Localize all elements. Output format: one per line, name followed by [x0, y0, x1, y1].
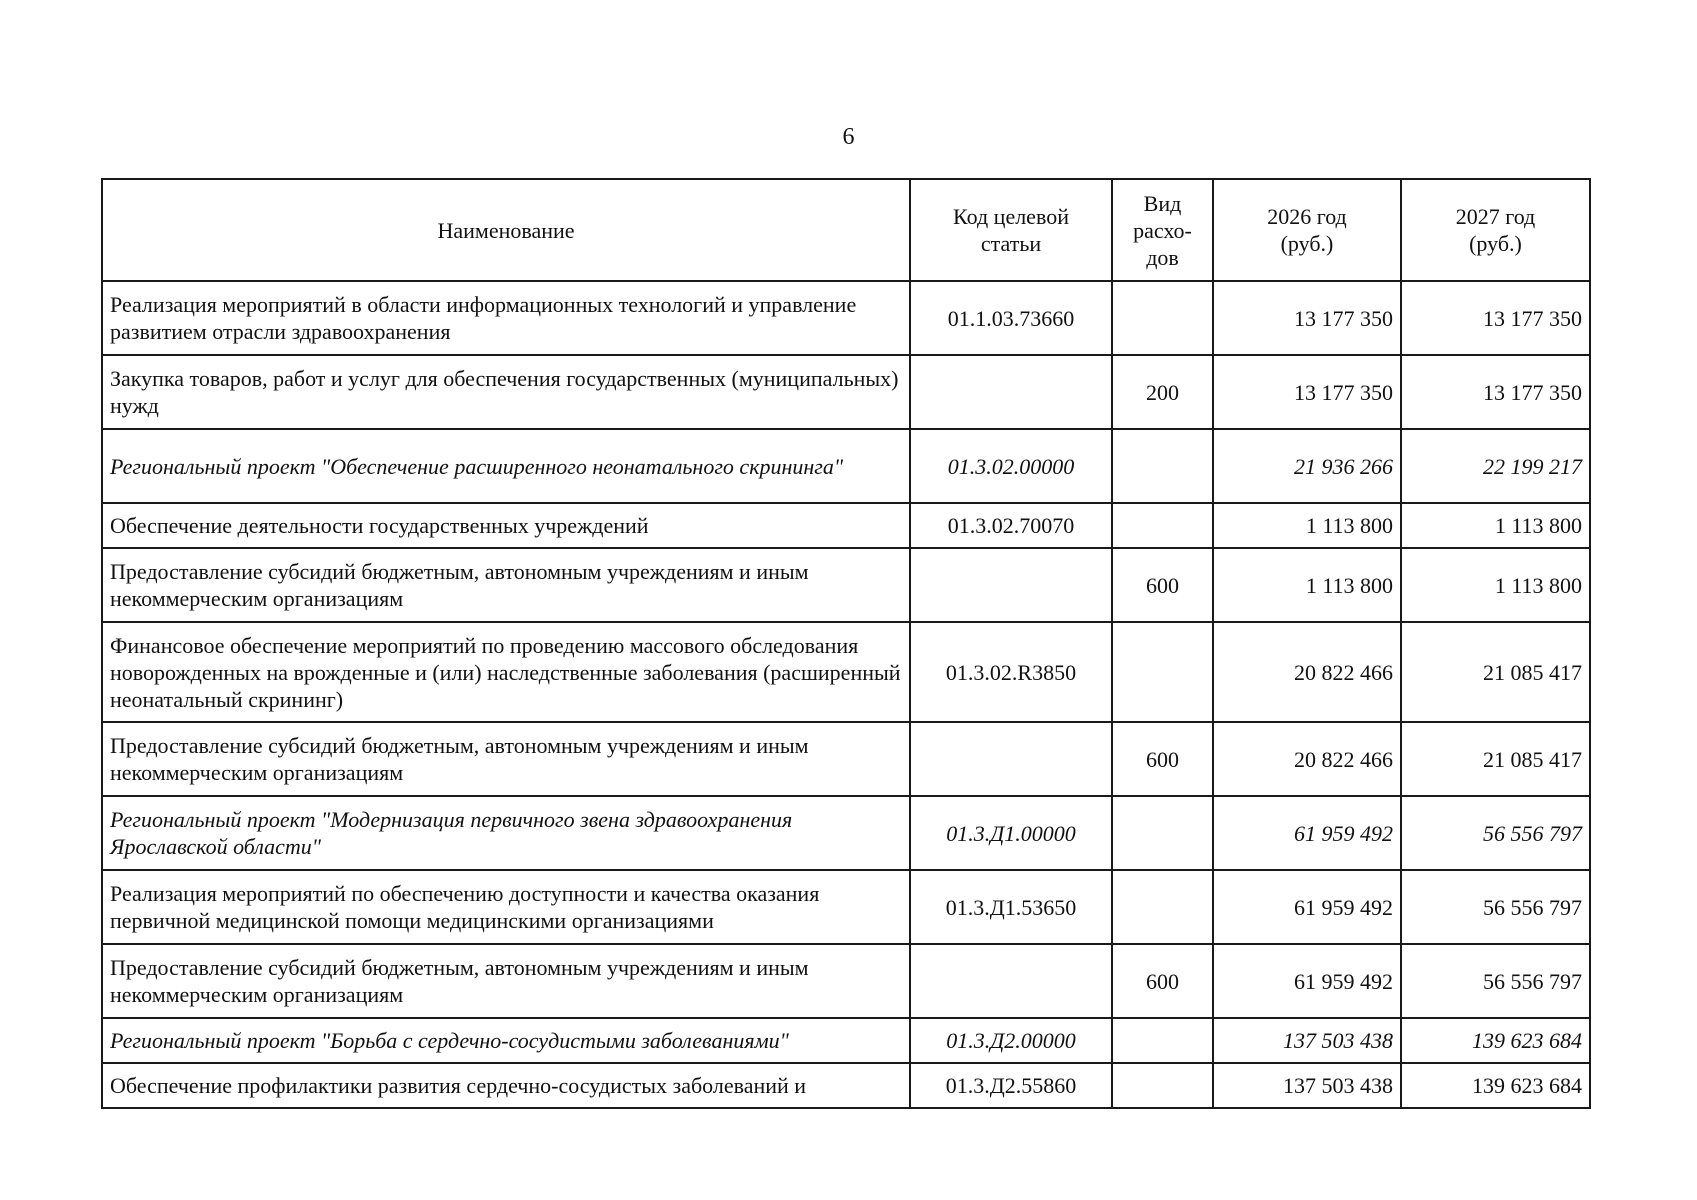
row-2027: 21 085 417 [1401, 722, 1590, 796]
row-2027: 56 556 797 [1401, 944, 1590, 1018]
row-type: 200 [1112, 355, 1213, 429]
row-code: 01.3.Д1.00000 [910, 796, 1112, 870]
table-row [102, 622, 1590, 722]
row-type: 600 [1112, 944, 1213, 1018]
row-type [1112, 870, 1213, 944]
row-2027: 56 556 797 [1401, 796, 1590, 870]
row-code: 01.3.Д2.55860 [910, 1063, 1112, 1108]
row-name: Финансовое обеспечение мероприятий по проведению массового обследования новорожденных на врожденные и (или) наследственные заболевания (расширенный неонатальный скрининг) [102, 622, 910, 722]
row-2026: 13 177 350 [1213, 355, 1401, 429]
table-row [102, 870, 1590, 944]
row-type [1112, 622, 1213, 722]
row-2026: 137 503 438 [1213, 1063, 1401, 1108]
row-code [910, 722, 1112, 796]
row-2026: 13 177 350 [1213, 281, 1401, 355]
header-2027: 2027 год (руб.) [1401, 179, 1590, 281]
row-2027: 13 177 350 [1401, 281, 1590, 355]
row-2026: 61 959 492 [1213, 944, 1401, 1018]
table-row [102, 355, 1590, 429]
table-row [102, 944, 1590, 1018]
row-name: Обеспечение деятельности государственных учреждений [102, 503, 910, 548]
row-2027: 1 113 800 [1401, 503, 1590, 548]
row-name: Реализация мероприятий по обеспечению доступности и качества оказания первичной медицинской помощи медицинскими организациями [102, 870, 910, 944]
table-row-project [102, 429, 1590, 503]
row-code: 01.3.Д2.00000 [910, 1018, 1112, 1063]
row-code [910, 548, 1112, 622]
header-type: Вид расхо- дов [1112, 179, 1213, 281]
row-name: Региональный проект "Модернизация первичного звена здравоохранения Ярославской области" [102, 796, 910, 870]
row-2027: 21 085 417 [1401, 622, 1590, 722]
row-name: Региональный проект "Обеспечение расширенного неонатального скрининга" [102, 429, 910, 503]
row-type [1112, 429, 1213, 503]
header-name: Наименование [102, 179, 910, 281]
row-type [1112, 796, 1213, 870]
row-code: 01.3.02.R3850 [910, 622, 1112, 722]
row-2027: 139 623 684 [1401, 1018, 1590, 1063]
table-row [102, 281, 1590, 355]
row-code: 01.3.02.70070 [910, 503, 1112, 548]
table-row [102, 722, 1590, 796]
row-code: 01.3.Д1.53650 [910, 870, 1112, 944]
row-type [1112, 503, 1213, 548]
table-row [102, 548, 1590, 622]
row-type [1112, 1063, 1213, 1108]
row-type [1112, 281, 1213, 355]
row-type: 600 [1112, 722, 1213, 796]
page-number: 6 [842, 124, 855, 150]
row-2026: 61 959 492 [1213, 796, 1401, 870]
row-2027: 22 199 217 [1401, 429, 1590, 503]
row-2026: 20 822 466 [1213, 622, 1401, 722]
row-2027: 1 113 800 [1401, 548, 1590, 622]
row-name: Обеспечение профилактики развития сердечно-сосудистых заболеваний и [102, 1063, 910, 1108]
row-2026: 137 503 438 [1213, 1018, 1401, 1063]
row-2026: 21 936 266 [1213, 429, 1401, 503]
table-row-project [102, 1018, 1590, 1063]
table-row [102, 1063, 1590, 1108]
table-row [102, 503, 1590, 548]
row-code: 01.1.03.73660 [910, 281, 1112, 355]
row-2027: 56 556 797 [1401, 870, 1590, 944]
row-code: 01.3.02.00000 [910, 429, 1112, 503]
row-name: Региональный проект "Борьба с сердечно-сосудистыми заболеваниями" [102, 1018, 910, 1063]
header-2026: 2026 год (руб.) [1213, 179, 1401, 281]
table-header-row [102, 179, 1590, 281]
row-name: Реализация мероприятий в области информационных технологий и управление развитием отрасли здравоохранения [102, 281, 910, 355]
table-row-project [102, 796, 1590, 870]
row-name: Предоставление субсидий бюджетным, автономным учреждениям и иным некоммерческим организациям [102, 944, 910, 1018]
row-name: Закупка товаров, работ и услуг для обеспечения государственных (муниципальных) нужд [102, 355, 910, 429]
row-2027: 139 623 684 [1401, 1063, 1590, 1108]
row-2027: 13 177 350 [1401, 355, 1590, 429]
budget-table [101, 178, 1591, 1109]
row-2026: 20 822 466 [1213, 722, 1401, 796]
row-2026: 1 113 800 [1213, 548, 1401, 622]
row-name: Предоставление субсидий бюджетным, автономным учреждениям и иным некоммерческим организациям [102, 722, 910, 796]
row-code [910, 355, 1112, 429]
row-2026: 61 959 492 [1213, 870, 1401, 944]
row-type [1112, 1018, 1213, 1063]
header-code: Код целевой статьи [910, 179, 1112, 281]
row-code [910, 944, 1112, 1018]
row-2026: 1 113 800 [1213, 503, 1401, 548]
row-name: Предоставление субсидий бюджетным, автономным учреждениям и иным некоммерческим организациям [102, 548, 910, 622]
row-type: 600 [1112, 548, 1213, 622]
